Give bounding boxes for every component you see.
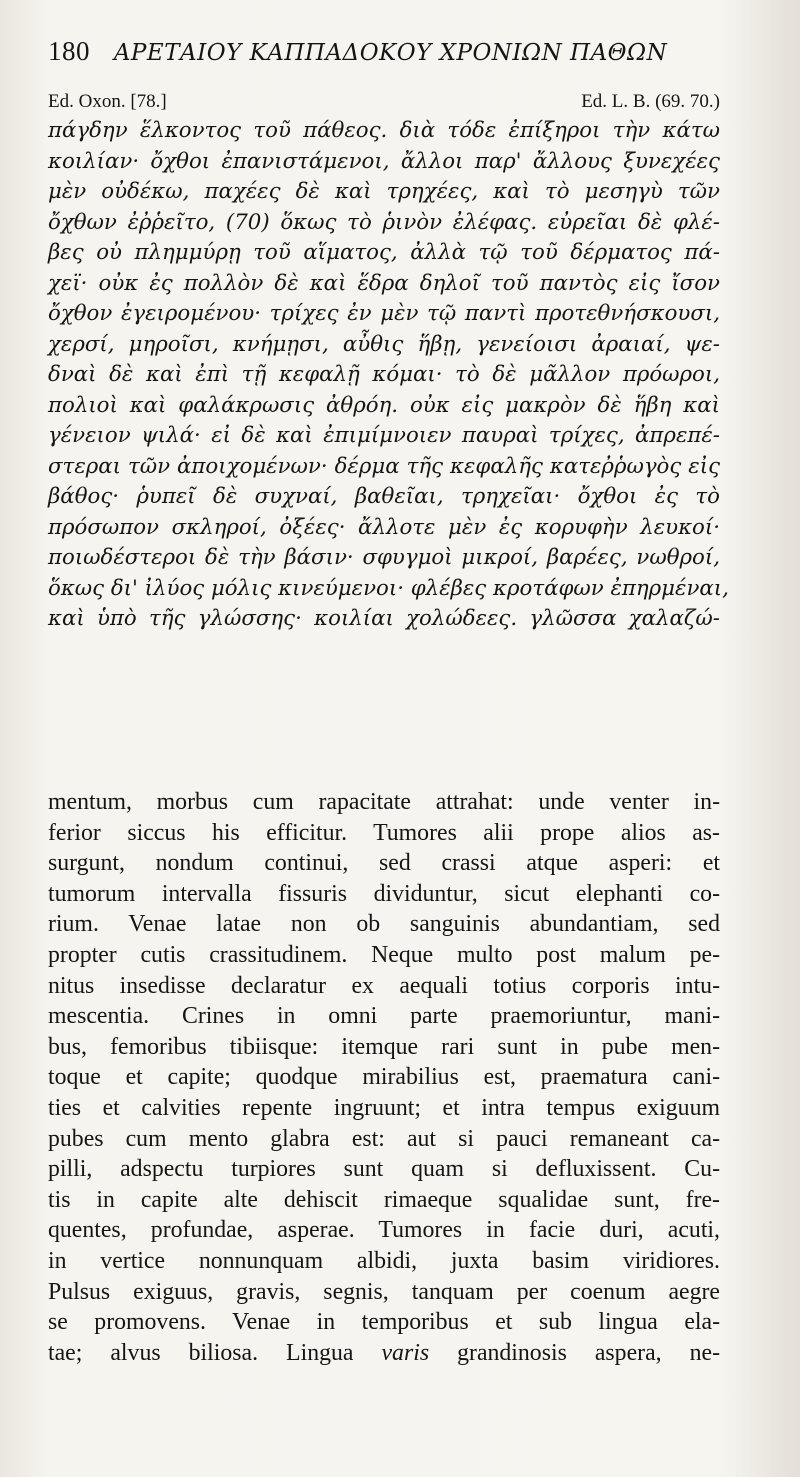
latin-line-end: grandinosis aspera, ne- <box>429 1339 720 1366</box>
greek-line: γένειον ψιλά· εἰ δὲ καὶ ἐπιμίμνοιεν παυραὶ τρίχες, ἀπρεπέ- <box>48 423 720 448</box>
greek-line: ὄχθον ἐγειρομένου· τρίχες ἐν μὲν τῷ παντὶ προτεθνήσκουσι, <box>48 301 720 326</box>
latin-line: rium. Venae latae non ob sanguinis abundantiam, sed <box>48 911 720 938</box>
latin-line: ties et calvities repente ingruunt; et intra tempus exiguum <box>48 1094 720 1121</box>
greek-line: χεϊ· οὐκ ἐς πολλὸν δὲ καὶ ἕδρα δηλοῖ τοῦ παντὸς εἰς ἴσον <box>48 270 720 296</box>
greek-line: ποιωδέστεροι δὲ τὴν βάσιν· σφυγμοὶ μικροί, βαρέες, νωθροί, <box>48 545 720 570</box>
latin-line: se promovens. Venae in temporibus et sub lingua ela- <box>48 1309 720 1336</box>
latin-line: bus, femoribus tibiisque: itemque rari sunt in pube men- <box>48 1033 720 1060</box>
latin-line: pubes cum mento glabra est: aut si pauci remaneant ca- <box>48 1125 720 1152</box>
latin-line: quentes, profundae, asperae. Tumores in facie duri, acuti, <box>48 1217 720 1244</box>
greek-line: δναὶ δὲ καὶ ἐπὶ τῇ κεφαλῇ κόμαι· τὸ δὲ μᾶλλον πρόωροι, <box>48 362 720 387</box>
latin-line: mentum, morbus cum rapacitate attrahat: unde venter in- <box>48 789 720 815</box>
edition-right: Ed. L. B. (69. 70.) <box>581 91 720 112</box>
edition-references <box>48 91 720 113</box>
greek-line: στεραι τῶν ἀποιχομένων· δέρμα τῆς κεφαλῆς κατεῤῥωγὸς εἰς <box>48 453 720 479</box>
latin-line: nitus insedisse declaratur ex aequali totius corporis intu- <box>48 972 720 999</box>
latin-text-block <box>48 787 720 1368</box>
greek-line: βάθος· ῥυπεῖ δὲ συχναί, βαθεῖαι, τρηχεῖαι· ὄχθοι ἐς τὸ <box>48 484 720 509</box>
greek-text-block <box>48 116 729 635</box>
greek-line: πρόσωπον σκληροί, ὀξέες· ἄλλοτε μὲν ἐς κορυφὴν λευκοί· <box>48 514 720 540</box>
latin-line: mescentia. Crines in omni parte praemoriuntur, mani- <box>48 1003 720 1030</box>
greek-line: ὄχθων ἐῤῥεῖτο, (70) ὅκως τὸ ῥινὸν ἐλέφας. εὐρεῖαι δὲ φλέ- <box>48 209 720 235</box>
greek-line: πάγδην ἕλκοντος τοῦ πάθεος. διὰ τόδε ἐπίξηροι τὴν κάτω <box>48 118 720 143</box>
greek-line: καὶ ὑπὸ τῆς γλώσσης· κοιλίαι χολώδεες. γλῶσσα χαλαζώ- <box>48 606 720 631</box>
page-number: 180 <box>48 36 90 66</box>
latin-line: pilli, adspectu turpiores sunt quam si defluxissent. Cu- <box>48 1156 720 1183</box>
greek-line: βες οὐ πλημμύρῃ τοῦ αἵματος, ἀλλὰ τῷ τοῦ δέρματος πά- <box>48 240 720 265</box>
latin-line: Pulsus exiguus, gravis, segnis, tanquam per coenum aegre <box>48 1278 720 1305</box>
latin-line <box>48 1338 720 1369</box>
greek-line: πολιοὶ καὶ φαλάκρωσις ἀθρόη. οὐκ εἰς μακρὸν δὲ ἥβη καὶ <box>48 392 720 418</box>
greek-line: κοιλίαν· ὄχθοι ἐπανιστάμενοι, ἄλλοι παρ' ἄλλους ξυνεχέες <box>48 148 720 174</box>
latin-line: propter cutis crassitudinem. Neque multo post malum pe- <box>48 941 720 968</box>
latin-line: toque et capite; quodque mirabilius est, praematura cani- <box>48 1064 720 1091</box>
greek-line: μὲν οὐδέκω, παχέες δὲ καὶ τρηχέες, καὶ τὸ μεσηγὺ τῶν <box>48 179 720 204</box>
greek-line: ὅκως δι' ἰλύος μόλις κινεύμενοι· φλέβες κροτάφων ἐπηρμέναι, <box>48 575 729 601</box>
running-title: ΑΡΕΤΑΙΟΥ ΚΑΠΠΑΔΟΚΟΥ ΧΡΟΝΙΩΝ ΠΑΘΩΝ <box>113 40 668 66</box>
latin-line: tis in capite alte dehiscit rimaeque squalidae sunt, fre- <box>48 1186 720 1213</box>
running-header <box>48 36 748 67</box>
latin-line: surgunt, nondum continui, sed crassi atque asperi: et <box>48 850 720 877</box>
greek-line: χερσί, μηροῖσι, κνήμῃσι, αὖθις ἥβῃ, γενείοισι ἀραιαί, ψε- <box>48 331 720 357</box>
latin-line: in vertice nonnunquam albidi, juxta basim viridiores. <box>48 1247 720 1274</box>
edition-left: Ed. Oxon. [78.] <box>48 91 167 112</box>
latin-line: ferior siccus his efficitur. Tumores alii prope alios as- <box>48 819 720 846</box>
latin-line: tumorum intervalla fissuris dividuntur, sicut elephanti co- <box>48 880 720 907</box>
latin-line-start: tae; alvus biliosa. Lingua <box>48 1339 382 1366</box>
latin-italic-word: varis <box>381 1339 430 1366</box>
